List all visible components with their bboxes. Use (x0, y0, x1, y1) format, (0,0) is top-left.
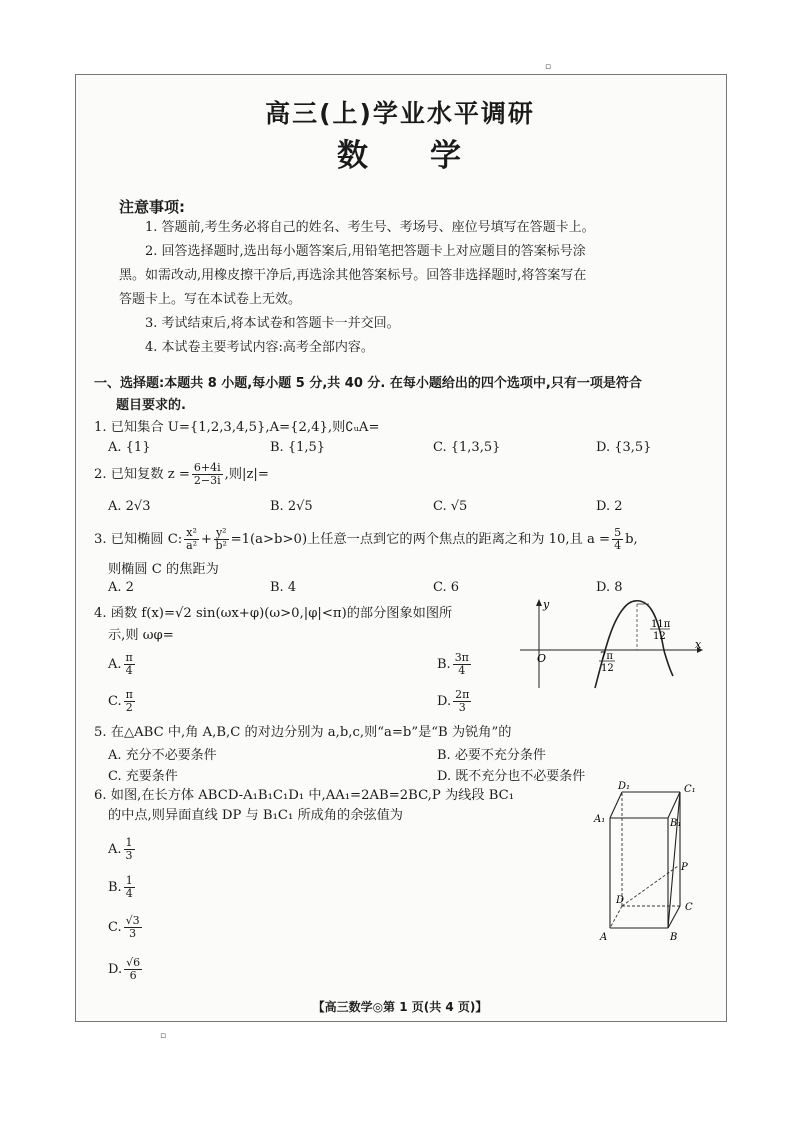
section-1-instructions-line-1: 一、选择题:本题共 8 小题,每小题 5 分,共 40 分. 在每小题给出的四个选项中,只有一项是符合 (94, 376, 642, 391)
q6-edge-da (610, 906, 622, 928)
q4-origin-label: O (537, 652, 547, 665)
q3-ratio (612, 527, 623, 552)
q6-stem-line-2: 的中点,则异面直线 DP 与 B₁C₁ 所成角的余弦值为 (108, 808, 403, 823)
q4-point-2-denominator: 12 (653, 631, 666, 642)
q6-option-c-numerator: √3 (125, 914, 140, 927)
q4-option-d-numerator: 2π (455, 688, 470, 701)
q4-option-a-label: A. (108, 657, 122, 672)
q3-stem-line-2: 则椭圆 C 的焦距为 (108, 562, 219, 577)
q4-option-b-label: B. (437, 657, 451, 672)
q4-option-a-fraction (124, 652, 135, 677)
q6-option-c-denominator: 3 (129, 927, 137, 940)
q4-option-c-numerator: π (125, 688, 133, 701)
q3-option-a: A. 2 (108, 580, 134, 595)
q6-option-d-denominator: 6 (129, 969, 137, 982)
q6-label-c1: C₁ (684, 784, 696, 795)
q4-option-b-denominator: 4 (458, 664, 466, 677)
q4-option-d-label: D. (437, 694, 452, 709)
q3-plus: + (200, 532, 212, 547)
page-footer: 【高三数学◎第 1 页(共 4 页)】 (312, 1000, 488, 1014)
q2-denominator: 2−3i (193, 474, 221, 487)
q5-option-b: B. 必要不充分条件 (437, 748, 546, 763)
notice-item-2b: 黑。如需改动,用橡皮擦干净后,再选涂其他答案标号。回答非选择题时,将答案写在 (119, 268, 587, 283)
q1-stem: 1. 已知集合 U={1,2,3,4,5},A={2,4},则∁ᵤA= (94, 420, 380, 435)
q6-option-c (108, 915, 144, 940)
q6-label-p: P (681, 862, 688, 873)
q6-option-a-numerator: 1 (125, 836, 133, 849)
q4-option-a-numerator: π (125, 651, 133, 664)
q4-option-c (108, 689, 137, 714)
q2-stem-suffix: ,则|z|= (224, 467, 269, 482)
q2-stem-prefix: 2. 已知复数 z = (94, 467, 190, 482)
q4-option-d-fraction (453, 689, 471, 714)
q6-label-c: C (685, 902, 693, 913)
q3-option-d: D. 8 (596, 580, 623, 595)
q6-segment-dp (622, 866, 678, 906)
q6-option-a-denominator: 3 (125, 849, 133, 862)
q3-stem-end: b, (625, 532, 638, 547)
q6-option-b-denominator: 4 (125, 887, 133, 900)
q6-option-d (108, 957, 144, 982)
q4-point-1-numerator: 7π (600, 651, 613, 662)
q4-option-a-denominator: 4 (125, 664, 133, 677)
q6-edge-a1d1 (610, 792, 622, 818)
q2-stem (94, 462, 269, 487)
q3-y-denominator: b² (215, 539, 227, 552)
q3-option-c: C. 6 (433, 580, 460, 595)
bottom-corner-mark: ▫ (160, 1031, 167, 1041)
q3-y-term (214, 527, 229, 552)
q6-option-d-label: D. (108, 962, 123, 977)
q2-option-a: A. 2√3 (108, 499, 151, 514)
q3-ratio-denominator: 4 (614, 539, 622, 552)
q3-x-term (184, 527, 199, 552)
q4-option-c-label: C. (108, 694, 122, 709)
q1-option-a: A. {1} (108, 440, 151, 455)
q6-option-c-label: C. (108, 920, 122, 935)
notice-heading: 注意事项: (119, 198, 185, 216)
q5-option-d: D. 既不充分也不必要条件 (437, 769, 586, 784)
q6-stem-line-1: 6. 如图,在长方体 ABCD-A₁B₁C₁D₁ 中,AA₁=2AB=2BC,P 为线段 BC₁ (94, 788, 515, 803)
q4-y-axis-arrow-icon (536, 599, 542, 606)
q6-cuboid-figure (588, 778, 708, 944)
subject-char-2: 学 (430, 138, 463, 174)
q3-x-denominator: a² (186, 539, 198, 552)
q4-option-d-denominator: 3 (458, 701, 466, 714)
q6-option-a-label: A. (108, 842, 122, 857)
q4-option-c-denominator: 2 (125, 701, 133, 714)
q6-option-d-numerator: √6 (126, 956, 141, 969)
notice-item-1: 1. 答题前,考生务必将自己的姓名、考生号、考场号、座位号填写在答题卡上。 (145, 220, 595, 235)
notice-item-4: 4. 本试卷主要考试内容:高考全部内容。 (145, 340, 374, 355)
q5-stem: 5. 在△ABC 中,角 A,B,C 的对边分别为 a,b,c,则“a=b”是“B 为锐角”的 (94, 725, 512, 740)
q1-option-b: B. {1,5} (270, 440, 326, 455)
q1-option-d: D. {3,5} (596, 440, 652, 455)
q6-option-a-fraction (124, 837, 135, 862)
q2-fraction (192, 462, 223, 487)
exam-title: 高三(上)学业水平调研 (265, 99, 535, 128)
q3-x-numerator: x² (186, 526, 197, 539)
subject-char-1: 数 (337, 138, 370, 174)
q4-sine-graph (515, 594, 705, 690)
q6-option-a (108, 837, 137, 862)
q6-option-b-numerator: 1 (125, 874, 133, 887)
q6-label-a: A (600, 932, 608, 943)
q4-option-b-fraction (453, 652, 471, 677)
q6-label-b: B (670, 932, 678, 943)
subject-title (75, 130, 725, 175)
top-corner-mark: ▫ (545, 62, 552, 72)
q4-option-b (437, 652, 473, 677)
section-1-instructions-line-2: 题目要求的. (116, 398, 186, 413)
notice-item-2a: 2. 回答选择题时,选出每小题答案后,用铅笔把答题卡上对应题目的答案标号涂 (145, 244, 586, 259)
q4-x-label: x (695, 638, 702, 651)
q2-numerator: 6+4i (193, 461, 221, 474)
notice-item-2c: 答题卡上。写在本试卷上无效。 (119, 292, 302, 307)
q6-option-b-fraction (124, 875, 135, 900)
q4-y-label: y (543, 598, 550, 611)
q4-stem-line-2: 示,则 ωφ= (108, 628, 174, 643)
q3-y-numerator: y² (215, 526, 227, 539)
q6-option-d-fraction (124, 957, 142, 982)
q4-stem-line-1: 4. 函数 f(x)=√2 sin(ωx+φ)(ω>0,|φ|<π)的部分图象如图所 (94, 606, 453, 621)
q6-option-c-fraction (124, 915, 142, 940)
q4-option-d (437, 689, 473, 714)
q3-option-b: B. 4 (270, 580, 297, 595)
q3-ratio-numerator: 5 (614, 526, 622, 539)
q3-stem-line-1 (94, 527, 638, 552)
q3-stem-prefix: 3. 已知椭圆 C: (94, 532, 183, 547)
q2-option-b: B. 2√5 (270, 499, 313, 514)
q6-option-b-label: B. (108, 880, 122, 895)
q3-stem-middle: =1(a>b>0)上任意一点到它的两个焦点的距离之和为 10,且 a = (230, 532, 611, 547)
q5-option-c: C. 充要条件 (108, 769, 178, 784)
q6-label-b1: B₁ (670, 818, 682, 829)
q4-option-b-numerator: 3π (454, 651, 469, 664)
notice-list (119, 216, 679, 360)
q6-label-a1: A₁ (594, 814, 606, 825)
q6-option-b (108, 875, 137, 900)
q4-option-c-fraction (124, 689, 135, 714)
q6-label-d1: D₁ (618, 781, 631, 792)
q4-curve (595, 601, 673, 688)
q2-option-c: C. √5 (433, 499, 468, 514)
q4-point-1-denominator: 12 (601, 663, 614, 674)
q6-segment-bc1 (668, 792, 680, 928)
q4-point-2-numerator: 11π (651, 619, 671, 630)
q1-option-c: C. {1,3,5} (433, 440, 501, 455)
q4-option-a (108, 652, 137, 677)
q2-option-d: D. 2 (596, 499, 623, 514)
q5-option-a: A. 充分不必要条件 (108, 748, 217, 763)
q6-label-d: D (616, 895, 625, 906)
notice-item-3: 3. 考试结束后,将本试卷和答题卡一并交回。 (145, 316, 400, 331)
